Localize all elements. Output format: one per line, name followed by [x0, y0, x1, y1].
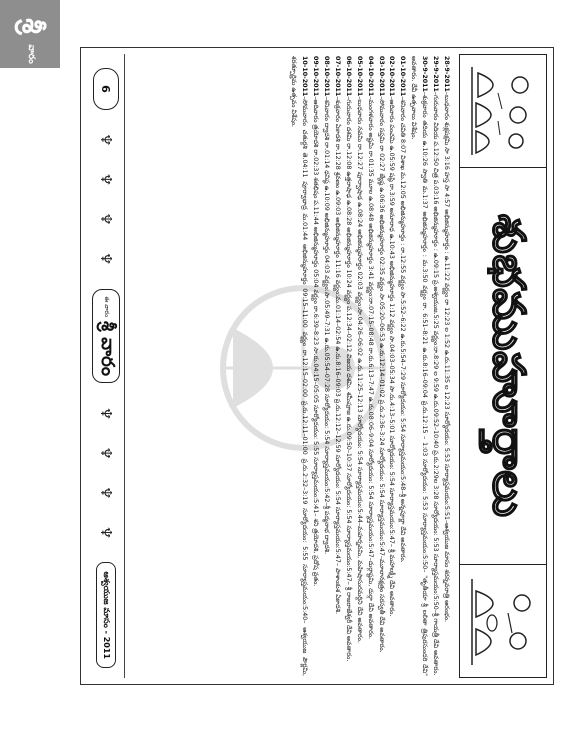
entry-details: –శనివారం చవితి 8:07 విశాఖ మ.12:05 అభిజిన్ముహూర్తం : రా.12:55 వర్జ్యం సా.5:52–6:22 ఉ.రు.5:54–7:29 సూర్యోదయం: 5:54 సూర్యాస్తమయం:5:48–శ్రీ అన్నపూర్ణా దేవి అవతారం.: [399, 96, 407, 563]
entry-details: –ఆదివారం త్రయోదశి రా.02:33 శతభిషం ప.11:44 అభిజిన్ముహూర్తం 05:04 వర్జ్యం రా.6:39–8:23 సా.రు.04:15–05:05 సూర్యోదయం: 5:55 సూర్యాస్తమయం:5:41– శని త్రయోదశి, ప్రదోష వ్రతం.: [312, 96, 320, 587]
entry-date: 02-10-2011: [388, 56, 396, 97]
muhurtham-entry: [353, 56, 364, 676]
kalasam-icon: ♆: [97, 133, 115, 147]
rotated-sheet: [80, 47, 554, 685]
entry-date: 29-9-2011: [432, 56, 440, 92]
entry-details: –గురువారం దశమి రా.12:08 ఉత్తరాషాఢ ఉ.08:28 అభిజిన్ముహూర్తం 10:24 వర్జ్యం ప.12:34–02:12 విజయ దశమి, శమీపూజ ఉ.రు.09:50–10:37 సూర్యోదయం: 5:54 సూర్యాస్తమయం:5:47– శ్రీ రాజరాజేశ్వరీ దేవి అవతారం.: [344, 96, 352, 662]
entry-date: 03-10-2011: [377, 56, 385, 97]
muhurtham-entry: [407, 56, 429, 676]
muhurtham-entry: [375, 56, 386, 676]
entry-date: 05-10-2011: [355, 56, 363, 97]
kalasam-icon: ♆: [97, 406, 115, 421]
page-footer: [88, 54, 125, 678]
page-number: 6: [93, 68, 119, 110]
entry-date: 28-9-2011: [443, 56, 450, 92]
entry-details: –మంగళవారం అష్టమి రా.01:35 మూల ఉ.08:48 అభిజిన్ముహూర్తం 3:41 వర్జ్యం:రా.07:15–08:48 రా.రు.6:13–7:47 ఉ.రు.08:06–9:04 సూర్యోదయం: 5:54 సూర్యాస్తమయం:5:47–దుర్గాష్టమి, దుర్గా దేవి అవతారం.: [366, 96, 374, 639]
muhurtham-entry: [331, 56, 342, 676]
page-title: శుభముహూర్తాలు: [483, 214, 534, 518]
entry-details: –సోమవారం సప్తమి రా 02:27 జ్యేష్ఠ ఉ.06:36 అభిజిన్ముహూర్తం 02:35 వర్జ్యం సా.05:20–06:53 ఉ.రు.12:14–01:02 ప్ర.రు.2:36–3:24 సూర్యోదయం: 5:54 సూర్యాస్తమయం:5:47–మూలానక్షత్రం సరస్వతీ దేవి అవతారం.: [377, 96, 385, 653]
brand-logo-text: శ్రీ వారం: [97, 321, 119, 376]
muhurtham-entry: [440, 56, 451, 676]
kalasam-icon: ♆: [97, 252, 115, 266]
kalasam-icon: ♆: [97, 172, 115, 187]
entry-details: –బుధవారం నవమి రా.12:27 పూర్వాషాఢ ఉ.08:24 అభిజిన్ముహూర్తం 02:03 వర్జ్యం:సా.04:26–06:02 ఉ.రు.11:25–12:13 సూర్యోదయం: 5:54 సూర్యాస్తమయం:5:44–మహర్నవమి, మహిషాసురమర్దిని దేవి అవతారం.: [355, 96, 363, 643]
musician-illustration: [466, 573, 538, 669]
magazine-page: [80, 47, 554, 685]
muhurtham-entry: [364, 56, 375, 676]
title-bar: [459, 54, 547, 678]
corner-logo: శ్రీ: [16, 18, 49, 34]
kalasam-icon: ♆: [97, 212, 115, 226]
brand-small-text: ఈ వారం: [103, 296, 110, 318]
muhurtham-entry: [429, 56, 440, 676]
kalasam-icon: ♆: [97, 486, 115, 500]
corner-label: వారం: [26, 44, 36, 64]
priests-illustration: [466, 63, 538, 159]
magazine-brand: [92, 289, 120, 383]
kalasam-icon: ♆: [97, 525, 115, 540]
muhurtham-entry: [287, 56, 309, 676]
entry-date: 06-10-2011: [344, 56, 352, 97]
entry-details: –ఆదివారం పంచమి ఉ.05:59 షష్ఠి రా.3:59 అనూరాధ ఉ.10:43 అభిజిన్ముహూర్తం 1:12 వర్జ్యం సా.04:03–05:34 సా.రు.4:13–5:01 సూర్యోదయం: 5:54 సూర్యాస్తమయం:5:47– శ్రీ మహాలక్ష్మీ దేవి అవతారం.: [388, 96, 396, 617]
title-panel: [460, 167, 546, 565]
entry-details: –గురువారం విదియ ప.12:50 చిత్ర ప.03:16 అభిజిన్ముహూర్తం : ఉ.09:15 ప్ర.అశ్వయుజ.5:25 వర్జ్యం:రా.8:29 ల 9:59 ఉ.రు.09:52–10:40 ప్ర.రు.2:29ల 3:28 సూర్యోదయం: 5:53 సూర్యాస్తమయం:5:50–శ్రీ గాయత్రీ దేవి అవతారం.: [432, 91, 440, 676]
entry-details: –శుక్రవారం ఏకాదశి రా.12:28 శ్రవణం ఉ.09:03 అభిజిన్ముహూర్తం 11:16 వర్జ్యం:మ.01:14–02:54 ఉ.రు.8:16–09:03 ప్ర.రు.12:12–12:59 సూర్యోదయం: 5:54 సూర్యాస్తమయం:5:47– పాశాంకుశ ఏకాదశి.: [333, 96, 341, 615]
entry-date: 08-10-2011: [323, 56, 331, 97]
footer-ornaments: [92, 110, 120, 562]
entry-details: –శుక్రవారం తదియ ఉ.10:26 స్వాతి మ.1:37 అభిజిన్ముహూర్తం : మ.3:50 వర్జ్యం రా. 6:51–8:21 ఉ.రు.8:16–09:04 ప్ర.రు.12:15 – 1:03 సూర్యోదయం: 5:53 సూర్యాస్తమయం:5:50– "తృతీయా శ్రీ లలితా త్రిపురసుందరి దేవి" అవతారం. దేవీ ఉత్సవాలు విశేషం.: [410, 56, 429, 676]
muhurtham-entry: [309, 56, 320, 676]
entry-date: 01-10-2011: [399, 56, 407, 97]
kalasam-icon: ♆: [97, 446, 115, 460]
entry-date: 10-10-2011: [301, 56, 309, 97]
entry-details: –సోమవారం చతుర్దశి తె.04:11 పూర్వాభాద్ర మ.01:44 అభిజిన్ముహూర్తం 09:15–11:00 వర్జ్యం రా.12:15–02:00 ప్ర.రు.12:11–01:00 ప్ర.రు.2:32–3:19 సూర్యోదయం: 5:55 సూర్యాస్తమయం:5:40– ఆశ్వయుజ పౌర్ణమి, శరత్పూర్ణిమ ఉత్సవం విశేషం.: [290, 56, 309, 676]
corner-tab: [0, 0, 60, 68]
muhurtham-entry: [342, 56, 353, 676]
entry-details: –శనివారం ద్వాదశి రా.01:14 ధనిష్ఠ ఉ.10:09 అభిజిన్ముహూర్తం 04:03 వర్జ్యం:సా.05:49–7:31 ఉ.రు.05:54–07:28 సూర్యోదయం: 5:54 సూర్యాస్తమయం:5:42–శ్రీ పద్మనాభ ద్వాదశి.: [323, 96, 331, 555]
entry-date: 09-10-2011: [312, 56, 320, 97]
entry-date: 04-10-2011: [366, 56, 374, 97]
entry-date: 07-10-2011: [333, 56, 341, 97]
muhurtham-entry: [386, 56, 397, 676]
muhurtham-entry: [396, 56, 407, 676]
issue-month: ఆశ్వయుజ మాసం - 2011: [96, 562, 116, 668]
muhurtham-listing: [139, 56, 451, 676]
muhurtham-entry: [320, 56, 331, 676]
entry-date: 30-9-2011: [421, 56, 429, 92]
entry-details: –బుధవారం శుక్లపక్షమి సా 3:16 హస్త సా 4:57 అభిజిన్ముహూర్తం : ఉ.11:22 వర్జ్యం రా 12:23 ల 1:52 ఉ.రు.11:35 ల 12:23 సూర్యోదయం: 5:53 సూర్యాస్తమయం:5:51–ఆశ్వయుజ మాసం శరన్నవరాత్రి ఆరంభం.: [443, 91, 450, 623]
